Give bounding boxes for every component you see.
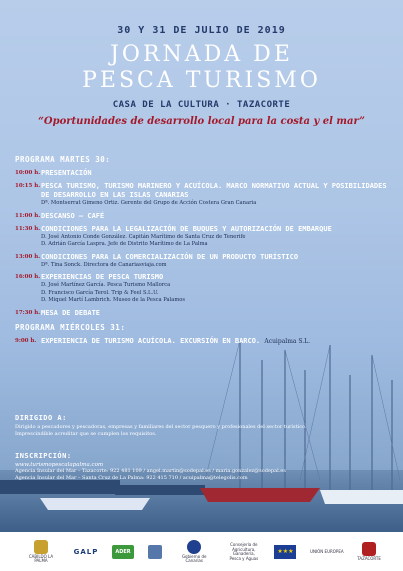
event-dates: 30 Y 31 DE JULIO DE 2019 [117,25,286,36]
item-speaker: Dª. Tina Sonck. Directora de Canariasviaja.com [41,261,167,268]
program-item [15,273,395,305]
gobierno-canarias-logo: Gobierno de Canarias [175,538,213,566]
item-time: 11:00 h. [15,212,41,219]
item-speaker: D. Francisco García Terol. Trip & Feel S.L.U. [41,289,159,296]
item-time: 9:00 h. [15,337,37,344]
tazacorte-logo: TAZACORTE [357,538,381,566]
program-wednesday-heading: PROGRAMA MIÉRCOLES 31: [15,322,126,332]
ader-logo [112,538,134,566]
item-time: 17:30 h. [15,309,41,316]
item-extra: Acuipalma S.L. [264,337,311,345]
cabildo-shield-icon [34,540,48,554]
program-tuesday-list [15,169,395,318]
registration-section [15,452,395,482]
program-section [15,155,395,350]
item-title: EXPERIENCIAS DE PESCA TURISMO [41,273,164,281]
program-item [15,212,395,221]
eu-flag-icon: ★★★ [274,545,296,559]
cabildo-logo: CABILDO LA PALMA [22,538,60,566]
target-audience-text: Dirigido a pescadores y pescadoras, empresas y familiares del sector pesquero y profesionales del sector turístico. Imprescindible acreditar que se cumplen los requisitos. [15,424,307,437]
program-item [15,182,395,208]
canarias-shield-icon [187,540,201,554]
item-title: MESA DE DEBATE [41,308,101,317]
registration-website-link[interactable]: www.turismopescalapalma.com [15,462,104,468]
item-speaker: Dª. Montserrat Gimeno Ortiz. Gerente del Grupo de Acción Costera Gran Canaria [41,200,257,206]
ader-mark-icon: ADER [112,545,134,559]
item-time: 16:00 h. [15,274,41,280]
tazacorte-shield-icon [362,542,376,556]
item-title: DESCANSO — CAFÉ [41,211,105,220]
program-item [15,169,395,178]
target-audience-heading: DIRIGIDO A: [15,414,67,422]
header [0,25,403,127]
program-item [15,337,395,346]
sponsor-logo-bar [0,532,403,571]
item-title: CONDICIONES PARA LA LEGALIZACIÓN DE BUQUES Y AUTORIZACIÓN DE EMBARQUE [41,224,332,233]
program-item [15,309,395,318]
registration-contact-santa-cruz: Agencia Insular del Mar – Santa Cruz de La Palma: 922 415 710 / acuipalma@telegolis.com [15,475,248,481]
ayuntamiento-logo [148,538,162,566]
item-title: PRESENTACIÓN [41,169,92,177]
galp-logo: GALP [73,547,99,556]
feder-logo: UNIÓN EUROPEA [310,548,344,554]
program-tuesday-heading: PROGRAMA MARTES 30: [15,155,111,164]
union-europea-logo [274,538,296,566]
item-time: 10:00 h. [15,170,41,176]
consejeria-logo: Consejería de Agricultura, Ganadería, Pesca y Aguas [229,542,259,561]
item-speaker: D. Adrián García Laspra. Jefe de Distrito Marítimo de La Palma [41,241,208,247]
item-speaker: D. José Antonio Conde González. Capitán Marítimo de Santa Cruz de Tenerife [41,233,246,240]
item-title-text: EXPERIENCIA DE TURISMO ACUÍCOLA. EXCURSIÓN EN BARCO. [41,336,261,345]
program-item [15,253,395,270]
registration-heading: INSCRIPCIÓN: [15,452,72,460]
program-item [15,225,395,249]
item-speaker: D. Miquel Martí Lambrich. Museo de la Pesca Palamos [41,297,186,303]
item-title [41,337,395,346]
item-title: CONDICIONES PARA LA COMERCIALIZACIÓN DE UN PRODUCTO TURÍSTICO [41,252,299,261]
event-title-line1: JORNADA DE [110,42,293,67]
item-title: PESCA TURISMO, TURISMO MARINERO Y ACUÍCOLA. MARCO NORMATIVO ACTUAL Y POSIBILIDADES DE DESARROLLO EN LAS ISLAS CANARIAS [41,182,387,199]
event-tagline: “Oportunidades de desarrollo local para la costa y el mar” [38,116,365,127]
building-icon [148,545,162,559]
item-time: 13:00 h. [15,253,41,260]
event-venue: CASA DE LA CULTURA · TAZACORTE [112,100,291,110]
item-speaker: D. José Martínez García. Pesca Turismo Mallorca [41,282,171,288]
event-title-line2: PESCA TURISMO [82,68,321,93]
item-time: 11:30 h. [15,225,41,232]
registration-contact-tazacorte: Agencia Insular del Mar – Tazacorte: 922 481 109 / angel.martin@sodepal.es / maria.gonzalez@sodepal.es [15,468,286,474]
item-time: 10:15 h. [15,183,41,189]
target-audience-section [15,414,315,438]
